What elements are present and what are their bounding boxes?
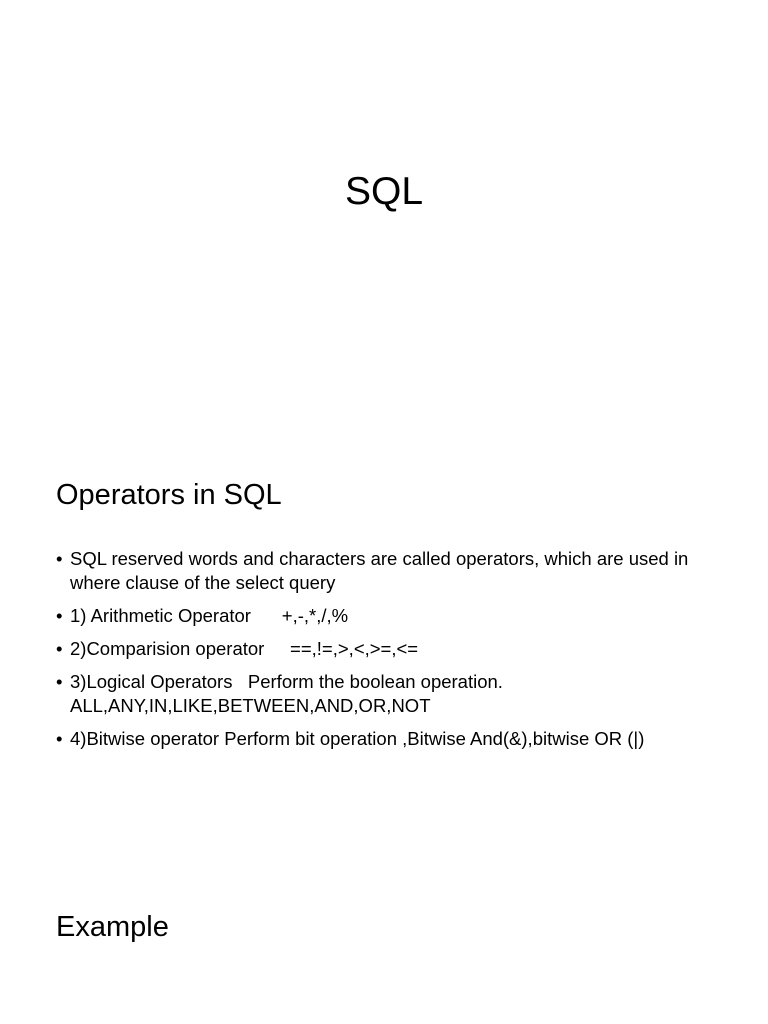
bullet-text: 4)Bitwise operator Perform bit operation ,Bitwise And(&),bitwise OR (|) bbox=[70, 728, 645, 749]
bullet-text: 3)Logical Operators Perform the boolean operation. ALL,ANY,IN,LIKE,BETWEEN,AND,OR,NOT bbox=[70, 671, 508, 716]
list-item bbox=[56, 727, 716, 751]
bullet-icon: • bbox=[56, 638, 63, 659]
bullet-icon: • bbox=[56, 605, 63, 626]
list-item bbox=[56, 604, 716, 628]
slide-title: SQL bbox=[344, 170, 424, 213]
bullet-icon: • bbox=[56, 548, 63, 569]
list-item bbox=[56, 670, 716, 718]
bullet-icon: • bbox=[56, 671, 63, 692]
list-item bbox=[56, 637, 716, 661]
bullet-text: 2)Comparision operator ==,!=,>,<,>=,<= bbox=[70, 638, 419, 659]
list-item bbox=[56, 547, 716, 595]
example-heading: Example bbox=[56, 911, 169, 943]
operators-bullet-list bbox=[56, 547, 716, 760]
bullet-icon: • bbox=[56, 728, 63, 749]
bullet-text: SQL reserved words and characters are called operators, which are used in where clause of the select query bbox=[70, 548, 694, 593]
bullet-text: 1) Arithmetic Operator +,-,*,/,% bbox=[70, 605, 349, 626]
operators-heading: Operators in SQL bbox=[56, 479, 282, 511]
